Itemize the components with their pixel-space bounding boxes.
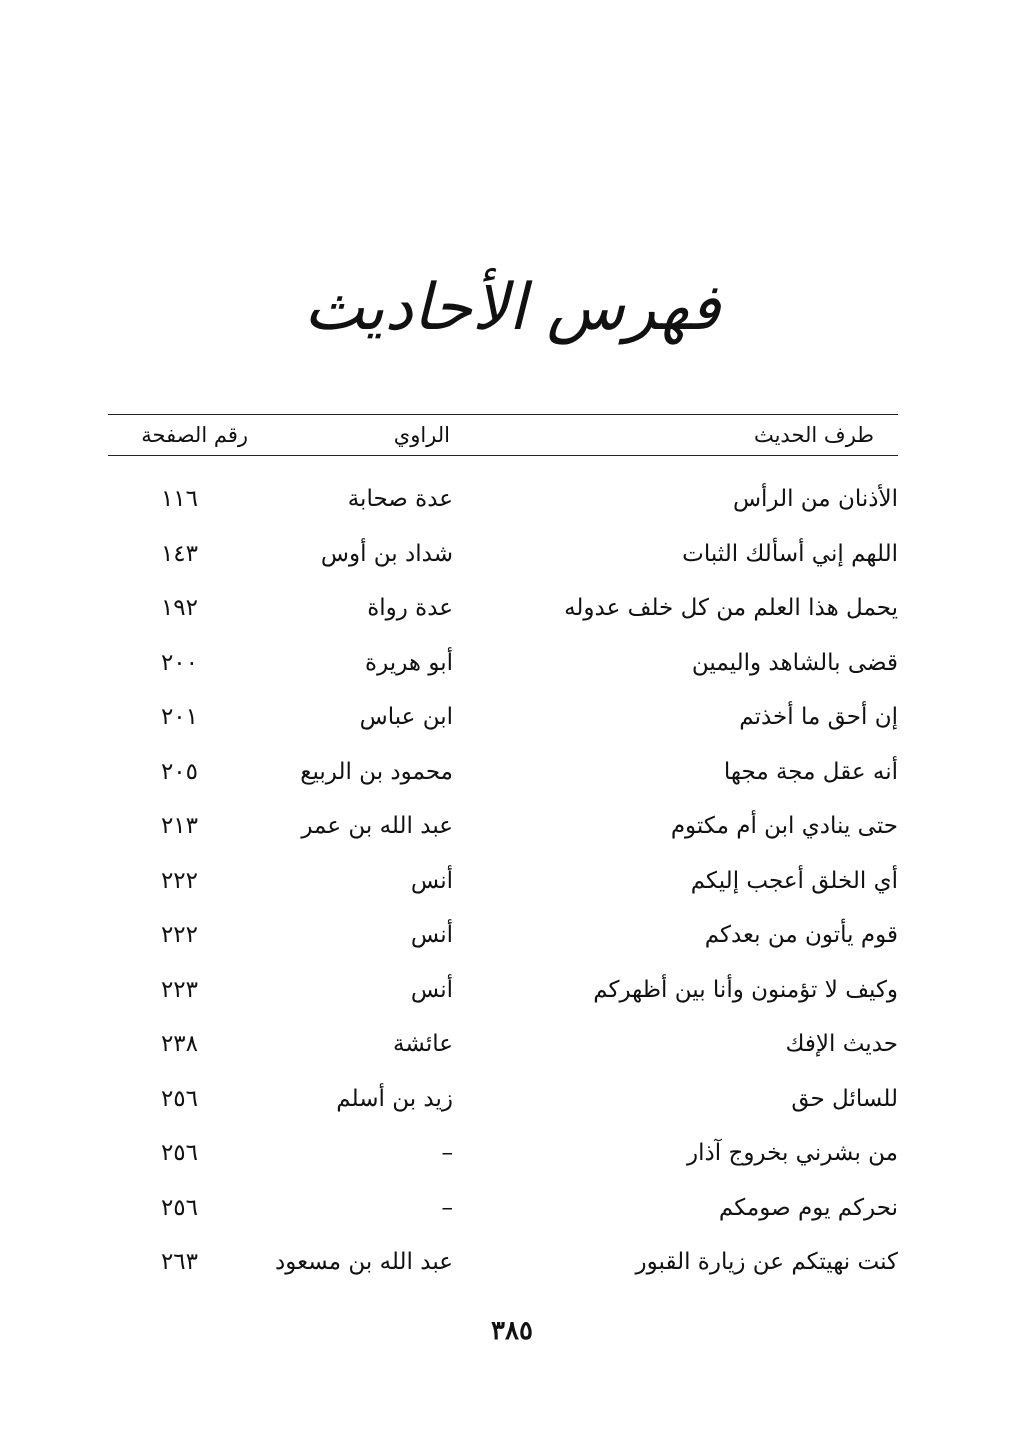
header-hadith: طرف الحديث (753, 423, 874, 447)
hadith-cell: إن أحق ما أخذتم (739, 704, 898, 730)
table-row (108, 636, 898, 691)
table-row (108, 1072, 898, 1127)
hadith-cell: من بشرني بخروج آذار (687, 1140, 898, 1166)
hadith-cell: نحركم يوم صومكم (718, 1194, 898, 1221)
hadith-cell: يحمل هذا العلم من كل خلف عدوله (564, 595, 898, 621)
page-cell: ٢٦٣ (160, 1249, 198, 1275)
table-body (108, 472, 898, 1290)
narrator-cell: – (441, 1140, 453, 1166)
hadith-cell: الأذنان من الرأس (732, 486, 898, 512)
page-cell: ٢٢٢ (160, 867, 198, 894)
table-row (108, 745, 898, 800)
page-cell: ١٤٣ (160, 540, 198, 567)
page-cell: ٢٣٨ (160, 1031, 198, 1057)
page-cell: ٢١٣ (160, 813, 198, 839)
table-row (108, 472, 898, 527)
table-row (108, 690, 898, 745)
table-row (108, 799, 898, 854)
page-cell: ٢٠٠ (160, 649, 198, 676)
hadith-index-table (108, 414, 898, 1290)
header-rule (108, 455, 898, 456)
table-row (108, 963, 898, 1018)
hadith-cell: للسائل حق (791, 1085, 898, 1112)
narrator-cell: عدة رواة (367, 595, 453, 621)
narrator-cell: شداد بن أوس (320, 540, 453, 567)
narrator-cell: – (441, 1194, 453, 1221)
page-cell: ٢٠٥ (160, 758, 198, 785)
hadith-cell: اللهم إني أسألك الثبات (682, 540, 898, 567)
table-row (108, 527, 898, 582)
hadith-cell: قضى بالشاهد واليمين (691, 649, 898, 676)
page-cell: ٢٢٣ (160, 976, 198, 1003)
narrator-cell: عائشة (393, 1031, 453, 1057)
table-row (108, 1017, 898, 1072)
hadith-cell: قوم يأتون من بعدكم (704, 922, 898, 948)
page-cell: ٢٥٦ (160, 1085, 198, 1112)
narrator-cell: زيد بن أسلم (336, 1085, 453, 1112)
narrator-cell: عبد الله بن مسعود (275, 1249, 453, 1275)
table-row (108, 908, 898, 963)
page-cell: ٢٢٢ (160, 922, 198, 948)
page-cell: ١٩٢ (160, 595, 198, 621)
table-header-row (108, 415, 898, 455)
table-row (108, 1181, 898, 1236)
narrator-cell: محمود بن الربيع (300, 758, 453, 785)
page-cell: ٢٥٦ (160, 1194, 198, 1221)
table-row (108, 1235, 898, 1290)
table-row (108, 581, 898, 636)
hadith-cell: حديث الإفك (785, 1031, 898, 1057)
hadith-cell: وكيف لا تؤمنون وأنا بين أظهركم (593, 976, 898, 1003)
table-row (108, 1126, 898, 1181)
hadith-cell: كنت نهيتكم عن زيارة القبور (635, 1249, 898, 1275)
narrator-cell: أنس (410, 976, 453, 1003)
narrator-cell: أنس (410, 867, 453, 894)
header-page-number: رقم الصفحة (141, 423, 248, 447)
header-narrator: الراوي (393, 423, 450, 447)
page-number: ٣٨٥ (491, 1316, 533, 1346)
narrator-cell: أنس (410, 922, 453, 948)
hadith-cell: أنه عقل مجة مجها (723, 758, 898, 785)
table-row (108, 854, 898, 909)
page-title: فهرس الأحاديث (303, 271, 721, 345)
page-cell: ١١٦ (160, 486, 198, 512)
page-cell: ٢٠١ (160, 704, 198, 730)
narrator-cell: عبد الله بن عمر (301, 813, 453, 839)
narrator-cell: أبو هريرة (365, 649, 453, 676)
narrator-cell: عدة صحابة (347, 486, 453, 512)
page-cell: ٢٥٦ (160, 1140, 198, 1166)
hadith-cell: حتى ينادي ابن أم مكتوم (670, 813, 898, 839)
narrator-cell: ابن عباس (359, 704, 453, 730)
hadith-cell: أي الخلق أعجب إليكم (690, 867, 898, 894)
